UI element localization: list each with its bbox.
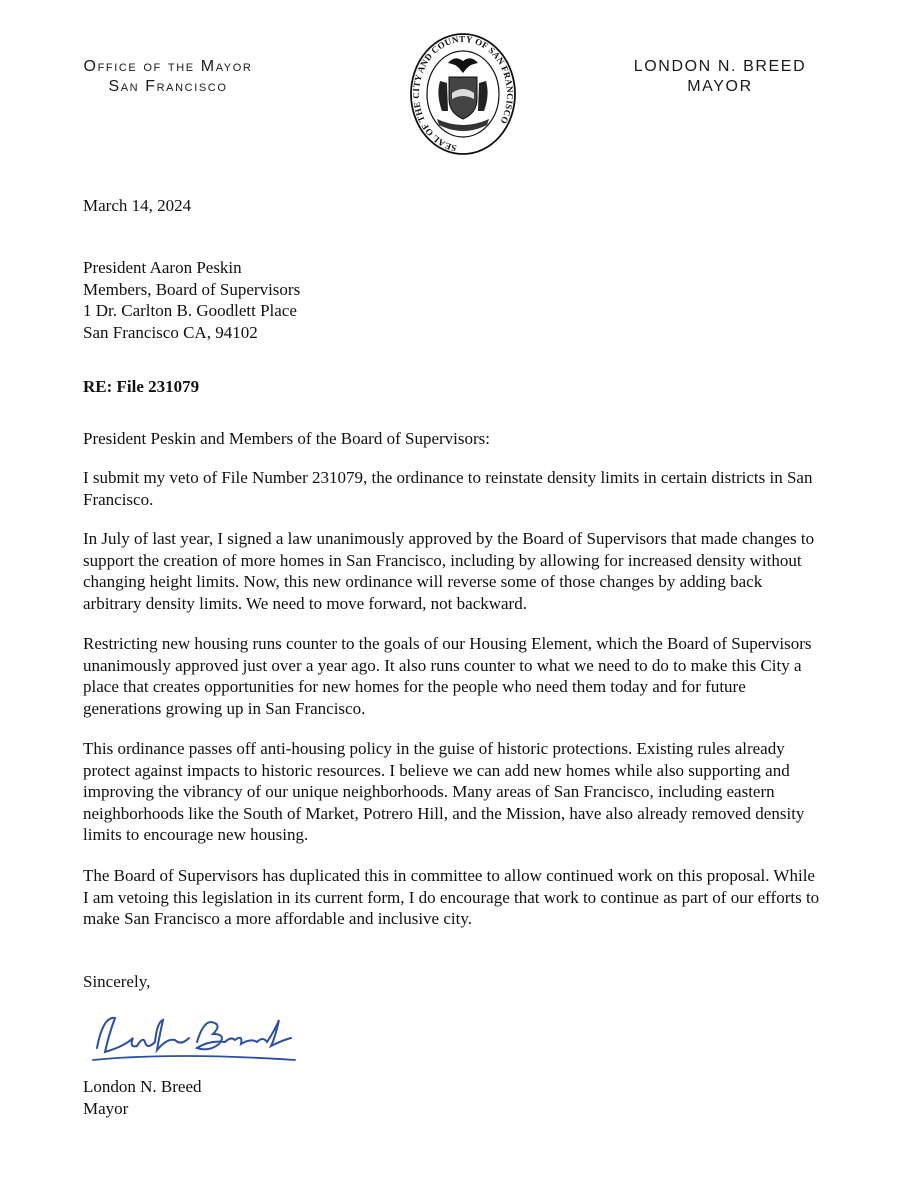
- city-seal-icon: [410, 33, 516, 155]
- svg-text:SEAL OF THE CITY AND COUNTY OF: SEAL OF THE CITY AND COUNTY OF SAN FRANCISCO: [410, 33, 516, 154]
- body-paragraph: I submit my veto of File Number 231079, the ordinance to reinstate density limits in certain districts in San Francisco.: [83, 468, 813, 509]
- signer-title: Mayor: [83, 1098, 129, 1118]
- recipient-line: 1 Dr. Carlton B. Goodlett Place: [83, 301, 297, 321]
- subject-line: RE: File 231079: [83, 377, 200, 396]
- body-paragraph: Restricting new housing runs counter to the goals of our Housing Element, which the Board of Supervisors unanimously approved just over a year ago. It also runs counter to what we need to do to make this City a place that creates opportunities for new homes for the people who need them today and for future generations growing up in San Francisco.: [83, 634, 812, 718]
- mayor-name-header: LONDON N. BREED: [633, 58, 807, 75]
- mayor-title-header: MAYOR: [687, 78, 753, 95]
- body-paragraph: In July of last year, I signed a law unanimously approved by the Board of Supervisors that made changes to support the creation of more homes in San Francisco, including by allowing for increased density without changing height limits. Now, this new ordinance will reverse some of those changes by adding back arbitrary density limits. We need to move forward, not backward.: [83, 529, 815, 613]
- letter-date: March 14, 2024: [83, 196, 192, 215]
- signer-block: [83, 1076, 823, 1119]
- recipient-line: San Francisco CA, 94102: [83, 322, 258, 342]
- office-letterhead: [53, 57, 283, 97]
- recipient-line: President Aaron Peskin: [83, 258, 242, 277]
- recipient-line: Members, Board of Supervisors: [83, 279, 301, 299]
- signature: [85, 1008, 315, 1068]
- recipient-address: [83, 257, 823, 343]
- signer-name: London N. Breed: [83, 1077, 202, 1096]
- body-paragraph: This ordinance passes off anti-housing policy in the guise of historic protections. Existing rules already protect against impacts to historic resources. I believe we can add new homes while also supporting and improving the vibrancy of our unique neighborhoods. Many areas of San Francisco, including eastern neighborhoods like the South of Market, Potrero Hill, and the Mission, have also already removed density limits to encourage new housing.: [83, 739, 805, 845]
- body-paragraph: The Board of Supervisors has duplicated this in committee to allow continued work on this proposal. While I am vetoing this legislation in its current form, I do encourage that work to continue as part of our efforts to make San Francisco a more affordable and inclusive city.: [83, 866, 820, 929]
- office-city: San Francisco: [108, 78, 228, 95]
- closing: Sincerely,: [83, 972, 151, 991]
- office-title: Office of the Mayor: [83, 58, 253, 75]
- salutation: President Peskin and Members of the Board of Supervisors:: [83, 429, 490, 448]
- mayor-letterhead: [610, 57, 830, 97]
